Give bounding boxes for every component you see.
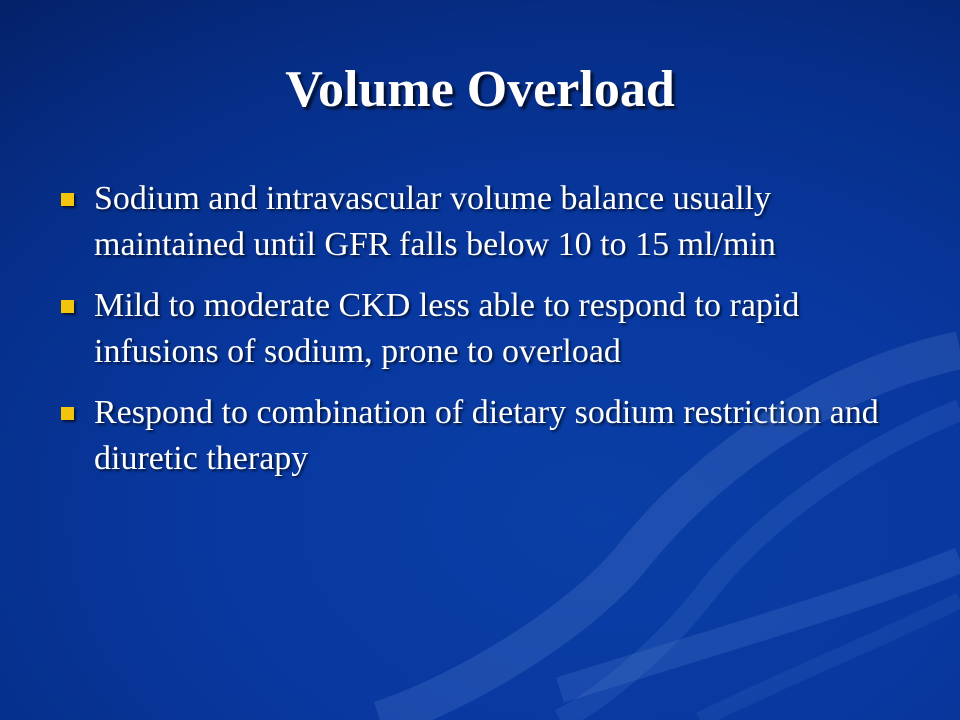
bullet-text: Sodium and intravascular volume balance usually maintained until GFR falls below 10 to 15 ml/min [94,180,776,263]
bullet-list [56,176,916,497]
bullet-square-icon [61,407,74,420]
bullet-text: Mild to moderate CKD less able to respond to rapid infusions of sodium, prone to overload [94,287,800,370]
bullet-square-icon [61,193,74,206]
slide-title: Volume Overload [285,61,675,118]
bullet-square-icon [61,300,74,313]
bullet-item [56,390,916,482]
bullet-item [56,176,916,268]
bullet-item [56,283,916,375]
bullet-text: Respond to combination of dietary sodium restriction and diuretic therapy [94,394,879,477]
